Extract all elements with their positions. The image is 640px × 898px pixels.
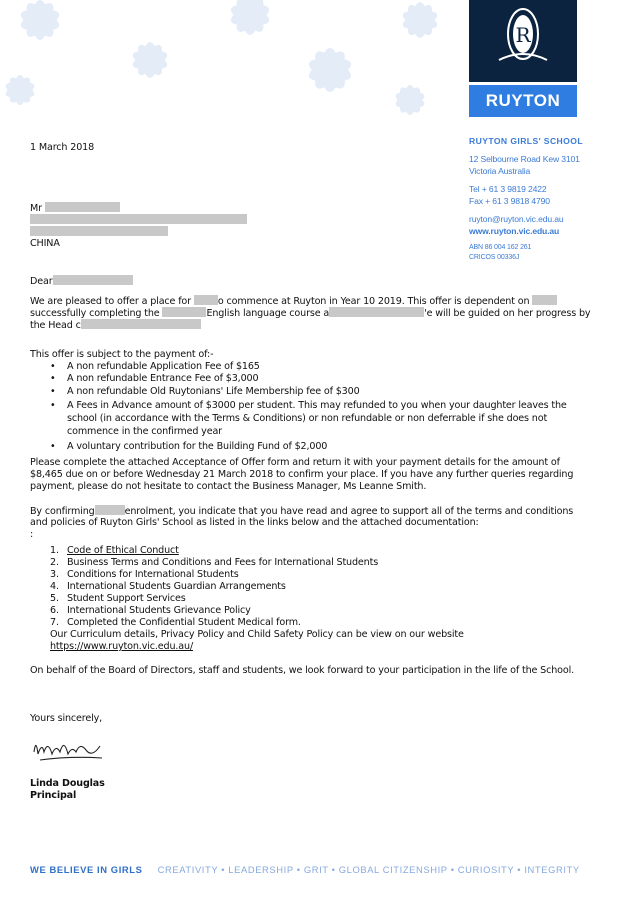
- redacted: [53, 275, 133, 285]
- footer-tagline: [30, 864, 580, 875]
- sign-off: Yours sincerely,: [30, 713, 103, 724]
- list-number: 6.: [50, 605, 59, 616]
- text: successfully completing the: [30, 308, 160, 319]
- closing-paragraph: On behalf of the Board of Directors, staff and students, we look forward to your participation in the life of the School.: [30, 665, 575, 676]
- redacted: [95, 505, 125, 515]
- signer-name: Linda Douglas: [30, 778, 105, 789]
- fee-item-cont: school (in accordance with the Terms & Conditions) or non refundable or non deferrable if she does not: [67, 413, 548, 424]
- redacted: [30, 226, 168, 236]
- crest-icon: [469, 0, 577, 82]
- document-item: Conditions for International Students: [67, 569, 239, 580]
- fee-item: A voluntary contribution for the Building Fund of $2,000: [67, 441, 328, 452]
- list-number: 2.: [50, 557, 59, 568]
- fee-item: A non refundable Entrance Fee of $3,000: [67, 373, 259, 384]
- offer-paragraph-line: [30, 319, 201, 332]
- list-number: 7.: [50, 617, 59, 628]
- terms-paragraph-line: and policies of Ruyton Girls' School as listed in the links below and the attached documentation:: [30, 517, 479, 528]
- list-number: 4.: [50, 581, 59, 592]
- footer-motto: WE BELIEVE IN GIRLS: [30, 864, 143, 875]
- bullet: •: [50, 400, 56, 411]
- redacted: [45, 202, 120, 212]
- abn: ABN 86 004 162 261: [469, 244, 532, 251]
- bullet: •: [50, 361, 56, 372]
- website-link[interactable]: www.ruyton.vic.edu.au: [469, 226, 560, 236]
- list-number: 5.: [50, 593, 59, 604]
- signer-title: Principal: [30, 790, 77, 801]
- fee-item: A non refundable Application Fee of $165: [67, 361, 260, 372]
- list-number: 1.: [50, 545, 59, 556]
- text: enrolment, you indicate that you have read and agree to support all of the terms and conditions: [124, 506, 574, 517]
- address-line-1: 12 Selbourne Road Kew 3101: [469, 154, 580, 164]
- fax-number: Fax + 61 3 9818 4790: [469, 196, 550, 206]
- ruyton-logo: RUYTON: [469, 85, 577, 117]
- greeting: [30, 275, 133, 288]
- link-text[interactable]: Code of Ethical Conduct: [67, 545, 179, 556]
- floral-background-pattern: [0, 0, 460, 130]
- redacted: [194, 295, 218, 305]
- address-line-2: Victoria Australia: [469, 166, 531, 176]
- letter-date: 1 March 2018: [30, 142, 95, 153]
- text: We are pleased to offer a place for: [30, 296, 191, 307]
- recipient-country: CHINA: [30, 238, 60, 249]
- svg-text:R: R: [515, 23, 531, 47]
- code-of-ethical-conduct-link[interactable]: [67, 545, 179, 557]
- document-item: Business Terms and Conditions and Fees for International Students: [67, 557, 379, 568]
- redacted: [329, 307, 424, 317]
- bullet: •: [50, 386, 56, 397]
- footer-values: CREATIVITY • LEADERSHIP • GRIT • GLOBAL CITIZENSHIP • CURIOSITY • INTEGRITY: [157, 864, 580, 875]
- school-name: RUYTON GIRLS' SCHOOL: [469, 136, 583, 146]
- bullet: •: [50, 441, 56, 452]
- website-url-link[interactable]: [50, 641, 193, 653]
- bullet: •: [50, 373, 56, 384]
- redacted: [532, 295, 557, 305]
- fees-intro: This offer is subject to the payment of:-: [30, 349, 214, 360]
- document-item: Student Support Services: [67, 593, 186, 604]
- recipient-title: Mr: [30, 203, 42, 214]
- text: 'e will be guided on her progress by: [424, 308, 591, 319]
- text: English language course a: [206, 308, 330, 319]
- payment-paragraph-line: $8,465 due on or before Wednesday 21 March 2018 to confirm your place. If you have any further queries regarding: [30, 469, 574, 480]
- signature-image: [30, 732, 110, 768]
- website-note: Our Curriculum details, Privacy Policy and Child Safety Policy can be view on our website: [50, 629, 464, 640]
- payment-paragraph: Please complete the attached Acceptance of Offer form and return it with your payment details for the amount of: [30, 457, 560, 468]
- colon: :: [30, 529, 34, 540]
- fee-item-cont: commence in the confirmed year: [67, 426, 222, 437]
- redacted: [162, 307, 206, 317]
- document-item: International Students Grievance Policy: [67, 605, 251, 616]
- payment-paragraph-line: payment, please do not hesitate to contact the Business Manager, Ms Leanne Smith.: [30, 481, 427, 492]
- phone-number: Tel + 61 3 9819 2422: [469, 184, 547, 194]
- email-link[interactable]: ruyton@ruyton.vic.edu.au: [469, 214, 564, 224]
- link-text[interactable]: https://www.ruyton.vic.edu.au/: [50, 641, 194, 652]
- text: o commence at Ruyton in Year 10 2019. This offer is dependent on: [217, 296, 530, 307]
- redacted: [81, 319, 201, 329]
- list-number: 3.: [50, 569, 59, 580]
- dear: Dear: [30, 276, 53, 287]
- text: the Head c: [30, 320, 81, 331]
- cricos: CRICOS 00336J: [469, 254, 520, 261]
- fee-item: A Fees in Advance amount of $3000 per student. This may refunded to you when your daughter leaves the: [67, 400, 567, 411]
- fee-item: A non refundable Old Ruytonians' Life Membership fee of $300: [67, 386, 360, 397]
- school-crest: [469, 0, 577, 82]
- document-item: International Students Guardian Arrangements: [67, 581, 286, 592]
- text: By confirming: [30, 506, 95, 517]
- document-item: Completed the Confidential Student Medical form.: [67, 617, 301, 628]
- redacted: [30, 214, 247, 224]
